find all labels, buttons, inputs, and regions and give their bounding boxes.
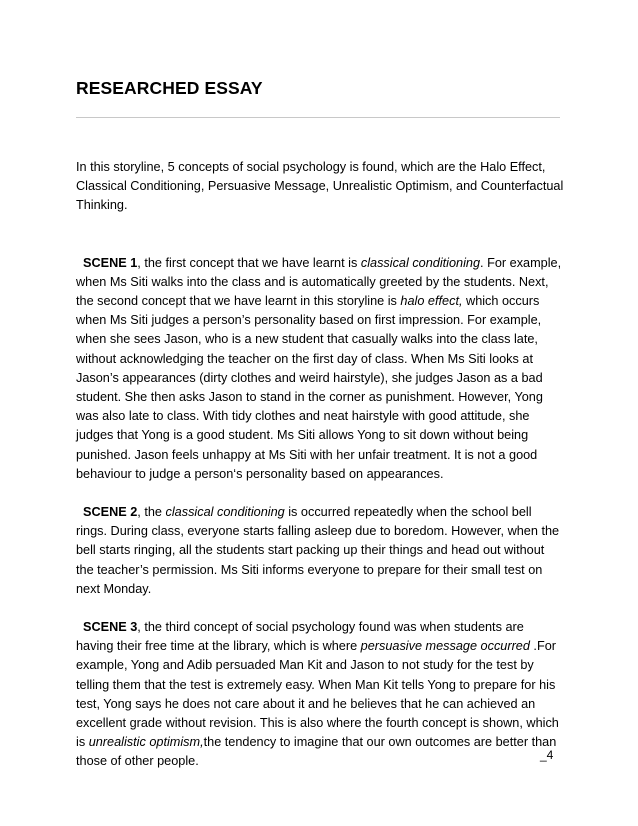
scene3-emphasis-2: unrealistic optimism,	[88, 735, 204, 750]
scene1-emphasis-2: halo effect,	[400, 294, 463, 309]
intro-paragraph	[76, 158, 564, 216]
scene2-emphasis-1: classical conditioning	[165, 505, 285, 520]
essay-body	[76, 158, 564, 791]
scene1-text-2: . For example, when Ms Siti walks into the class and is automatically greeted by the students. Next, the second concept that we have learnt in this storyline is	[76, 255, 562, 309]
scene2-paragraph	[76, 503, 564, 599]
scene1-label: SCENE 1	[83, 255, 138, 270]
scene1-emphasis-1: classical conditioning	[360, 255, 481, 270]
scene1-paragraph	[76, 254, 564, 484]
page-number: _4	[540, 748, 554, 762]
essay-title: RESEARCHED ESSAY	[76, 78, 263, 98]
scene2-label: SCENE 2	[83, 505, 138, 520]
intro-text: In this storyline, 5 concepts of social psychology is found, which are the Halo Effect, Classical Conditioning, Persuasive Message, Unrealistic Optimism, and Counterfactual Thinking.	[76, 160, 564, 213]
scene3-text-1: , the third concept of social psychology found was when students are having their free time at the library, which is where	[76, 620, 524, 654]
scene3-emphasis-1: persuasive message occurred	[360, 639, 530, 654]
scene1-text-1: , the first concept that we have learnt is	[137, 255, 361, 270]
scene3-text-2: .For example, Yong and Adib persuaded Man Kit and Jason to not study for the test by telling them that the test is extremely easy. When Man Kit tells Yong to prepare for his test, Yong says he does not care about it and he believes that he can achieved an excellent grade without revision. This is also where the fourth concept is shown, which is	[76, 639, 559, 750]
scene1-text-3: which occurs when Ms Siti judges a person’s personality based on first impression. For example, when she sees Jason, who is a new student that casually walks into the class late, without acknowledging the teacher on the first day of class. When Ms Siti looks at Jason’s appearances (dirty clothes and weird hairstyle), she judges Jason as a bad student. She then asks Jason to stand in the corner as punishment. However, Yong was also late to class. With tidy clothes and neat hairstyle with good attitude, she judges that Yong is a good student. Ms Siti allows Yong to sit down without being punished. Jason feels unhappy at Ms Siti with her unfair treatment. It is not a good behaviour to judge a person‘s personality based on appearances.	[76, 294, 543, 481]
scene3-text-3: the tendency to imagine that our own outcomes are better than those of other people.	[76, 735, 557, 769]
scene3-paragraph	[76, 618, 564, 772]
scene3-label: SCENE 3	[83, 620, 138, 635]
scene2-text-1: , the	[137, 505, 166, 520]
scene2-text-2: is occurred repeatedly when the school bell rings. During class, everyone starts falling asleep due to boredom. However, when the bell starts ringing, all the students start packing up their things and head out without the teacher’s permission. Ms Siti informs everyone to prepare for their small test on next Monday.	[76, 505, 560, 596]
title-divider	[76, 117, 560, 118]
